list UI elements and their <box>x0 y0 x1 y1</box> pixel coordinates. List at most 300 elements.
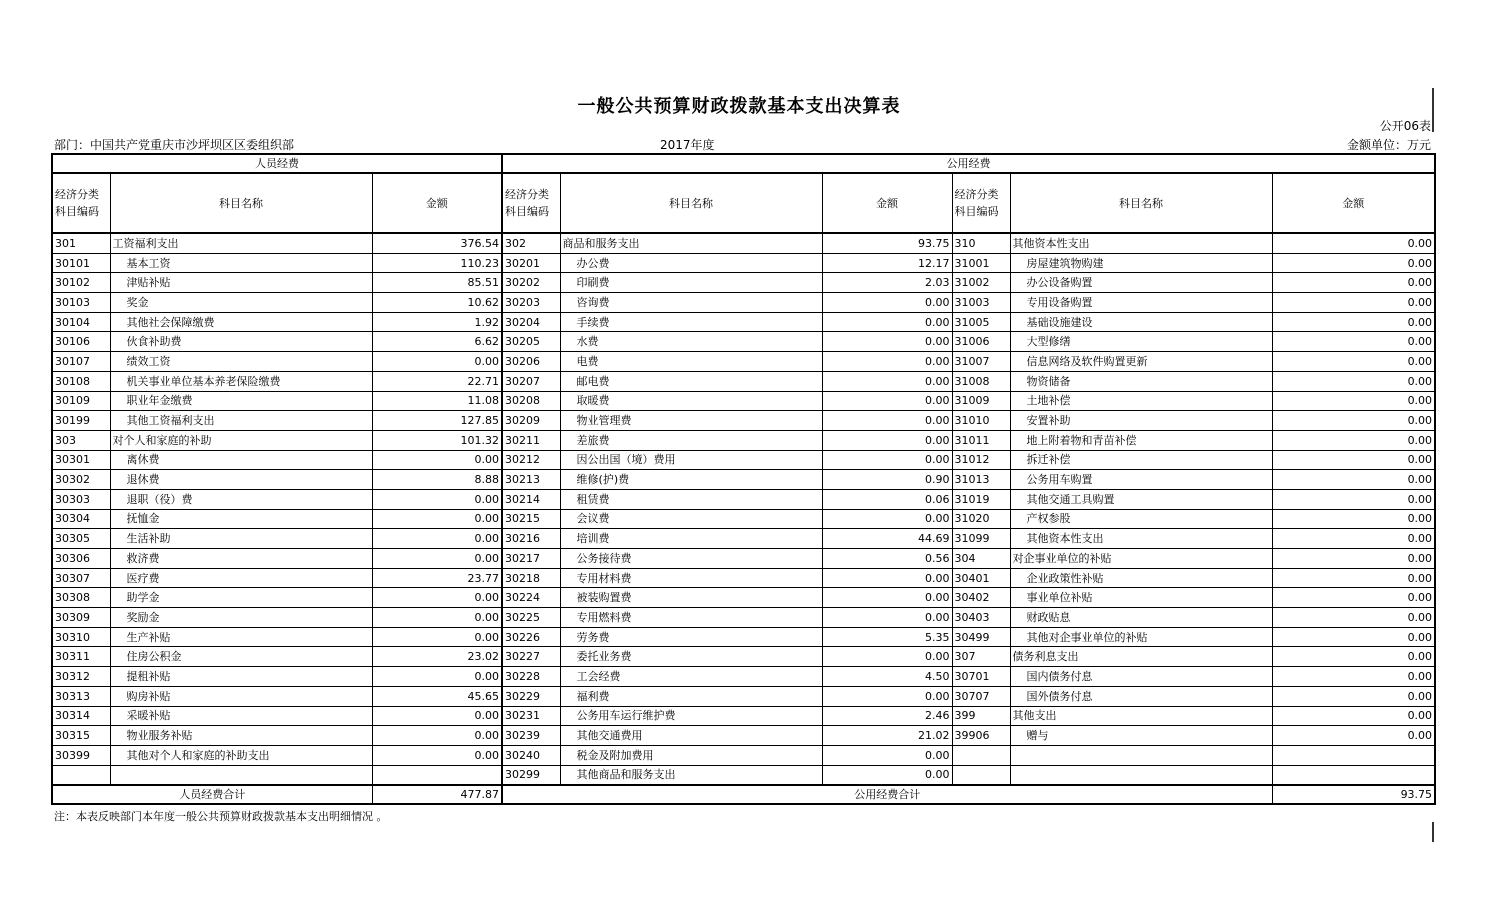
personnel-amount-cell: 0.00 <box>372 726 502 746</box>
capital-amount-cell: 0.00 <box>1272 686 1435 706</box>
public-amount-cell: 2.46 <box>822 706 952 726</box>
table-row <box>52 253 1435 273</box>
table-row <box>52 411 1435 431</box>
personnel-name-cell: 医疗费 <box>110 568 372 588</box>
table-row <box>52 726 1435 746</box>
personnel-amount-cell: 1.92 <box>372 312 502 332</box>
public-amount-cell: 0.90 <box>822 470 952 490</box>
table-row <box>52 706 1435 726</box>
public-name-cell: 邮电费 <box>560 371 822 391</box>
capital-name-cell: 安置补助 <box>1010 411 1272 431</box>
capital-code-cell: 31009 <box>952 391 1010 411</box>
public-code-cell: 30208 <box>502 391 560 411</box>
capital-name-cell: 对企事业单位的补贴 <box>1010 549 1272 569</box>
page-title: 一般公共预算财政拨款基本支出决算表 <box>577 96 901 117</box>
table-row <box>52 332 1435 352</box>
personnel-amount-cell: 10.62 <box>372 293 502 313</box>
public-code-cell: 30212 <box>502 450 560 470</box>
personnel-code-cell: 30309 <box>52 608 110 628</box>
public-name-cell: 物业管理费 <box>560 411 822 431</box>
public-amount-cell: 0.00 <box>822 430 952 450</box>
personnel-amount-cell: 127.85 <box>372 411 502 431</box>
public-code-cell: 30209 <box>502 411 560 431</box>
public-code-cell: 30211 <box>502 430 560 450</box>
public-code-cell: 30227 <box>502 647 560 667</box>
public-code-cell: 30225 <box>502 608 560 628</box>
public-code-cell: 30240 <box>502 745 560 765</box>
personnel-code-cell: 30314 <box>52 706 110 726</box>
personnel-amount-cell: 0.00 <box>372 549 502 569</box>
personnel-amount-cell <box>372 765 502 785</box>
capital-amount-cell: 0.00 <box>1272 489 1435 509</box>
personnel-code-cell: 30306 <box>52 549 110 569</box>
col-code-line1: 经济分类 <box>55 188 99 201</box>
personnel-code-cell: 30310 <box>52 627 110 647</box>
capital-amount-cell: 0.00 <box>1272 706 1435 726</box>
public-name-cell: 税金及附加费用 <box>560 745 822 765</box>
capital-name-cell: 房屋建筑物购建 <box>1010 253 1272 273</box>
table-row <box>52 745 1435 765</box>
public-amount-cell: 0.00 <box>822 411 952 431</box>
capital-name-cell: 地上附着物和青苗补偿 <box>1010 430 1272 450</box>
capital-amount-cell: 0.00 <box>1272 371 1435 391</box>
group-personnel: 人员经费 <box>52 154 502 173</box>
capital-code-cell: 30707 <box>952 686 1010 706</box>
personnel-name-cell: 其他社会保障缴费 <box>110 312 372 332</box>
personnel-name-cell: 奖金 <box>110 293 372 313</box>
public-name-cell: 公务接待费 <box>560 549 822 569</box>
public-amount-cell: 0.00 <box>822 745 952 765</box>
capital-code-cell: 30701 <box>952 667 1010 687</box>
personnel-name-cell: 助学金 <box>110 588 372 608</box>
capital-name-cell: 专用设备购置 <box>1010 293 1272 313</box>
capital-code-cell: 30403 <box>952 608 1010 628</box>
personnel-amount-cell: 0.00 <box>372 529 502 549</box>
personnel-code-cell: 30311 <box>52 647 110 667</box>
capital-name-cell: 其他资本性支出 <box>1010 529 1272 549</box>
table-row <box>52 312 1435 332</box>
public-name-cell: 差旅费 <box>560 430 822 450</box>
public-amount-cell: 0.00 <box>822 391 952 411</box>
table-row <box>52 765 1435 785</box>
personnel-amount-cell: 0.00 <box>372 489 502 509</box>
personnel-code-cell: 30302 <box>52 470 110 490</box>
personnel-name-cell: 物业服务补贴 <box>110 726 372 746</box>
capital-name-cell: 基础设施建设 <box>1010 312 1272 332</box>
public-name-cell: 会议费 <box>560 509 822 529</box>
public-name-cell: 被装购置费 <box>560 588 822 608</box>
personnel-name-cell: 伙食补助费 <box>110 332 372 352</box>
capital-code-cell: 307 <box>952 647 1010 667</box>
capital-code-cell: 31010 <box>952 411 1010 431</box>
public-code-cell: 30204 <box>502 312 560 332</box>
capital-amount-cell: 0.00 <box>1272 726 1435 746</box>
public-code-cell: 30207 <box>502 371 560 391</box>
margin-mark <box>1432 88 1434 132</box>
public-code-cell: 30299 <box>502 765 560 785</box>
public-amount-cell: 0.00 <box>822 608 952 628</box>
capital-code-cell: 30401 <box>952 568 1010 588</box>
public-name-cell: 印刷费 <box>560 273 822 293</box>
public-name-cell: 手续费 <box>560 312 822 332</box>
personnel-name-cell: 生活补助 <box>110 529 372 549</box>
capital-name-cell: 产权参股 <box>1010 509 1272 529</box>
personnel-name-cell: 对个人和家庭的补助 <box>110 430 372 450</box>
personnel-code-cell: 30106 <box>52 332 110 352</box>
capital-amount-cell: 0.00 <box>1272 627 1435 647</box>
personnel-amount-cell: 0.00 <box>372 588 502 608</box>
personnel-amount-cell: 22.71 <box>372 371 502 391</box>
capital-code-cell: 30499 <box>952 627 1010 647</box>
public-amount-cell: 0.00 <box>822 509 952 529</box>
public-name-cell: 委托业务费 <box>560 647 822 667</box>
col-amount-header: 金额 <box>372 173 502 233</box>
public-name-cell: 维修(护)费 <box>560 470 822 490</box>
capital-code-cell: 31005 <box>952 312 1010 332</box>
public-name-cell: 其他商品和服务支出 <box>560 765 822 785</box>
personnel-name-cell <box>110 765 372 785</box>
capital-name-cell: 事业单位补贴 <box>1010 588 1272 608</box>
capital-amount-cell: 0.00 <box>1272 253 1435 273</box>
public-code-cell: 302 <box>502 233 560 253</box>
personnel-amount-cell: 23.02 <box>372 647 502 667</box>
table-row <box>52 293 1435 313</box>
col-amount-header: 金额 <box>822 173 952 233</box>
capital-code-cell: 31008 <box>952 371 1010 391</box>
personnel-code-cell: 30109 <box>52 391 110 411</box>
public-code-cell: 30213 <box>502 470 560 490</box>
table-row <box>52 273 1435 293</box>
personnel-amount-cell: 8.88 <box>372 470 502 490</box>
public-name-cell: 电费 <box>560 352 822 372</box>
public-code-cell: 30229 <box>502 686 560 706</box>
public-name-cell: 福利费 <box>560 686 822 706</box>
capital-amount-cell: 0.00 <box>1272 608 1435 628</box>
public-code-cell: 30217 <box>502 549 560 569</box>
capital-name-cell: 信息网络及软件购置更新 <box>1010 352 1272 372</box>
personnel-name-cell: 机关事业单位基本养老保险缴费 <box>110 371 372 391</box>
capital-name-cell: 债务利息支出 <box>1010 647 1272 667</box>
table-row <box>52 470 1435 490</box>
capital-name-cell: 其他对企事业单位的补贴 <box>1010 627 1272 647</box>
public-amount-cell: 21.02 <box>822 726 952 746</box>
group-public: 公用经费 <box>502 154 1435 173</box>
capital-name-cell <box>1010 745 1272 765</box>
capital-code-cell: 310 <box>952 233 1010 253</box>
column-header-row <box>52 173 1435 233</box>
capital-amount-cell: 0.00 <box>1272 509 1435 529</box>
table-row <box>52 391 1435 411</box>
personnel-amount-cell: 11.08 <box>372 391 502 411</box>
personnel-name-cell: 绩效工资 <box>110 352 372 372</box>
capital-amount-cell: 0.00 <box>1272 647 1435 667</box>
public-amount-cell: 0.00 <box>822 588 952 608</box>
public-name-cell: 办公费 <box>560 253 822 273</box>
capital-amount-cell: 0.00 <box>1272 470 1435 490</box>
capital-amount-cell: 0.00 <box>1272 293 1435 313</box>
col-amount-header: 金额 <box>1272 173 1435 233</box>
personnel-code-cell: 30313 <box>52 686 110 706</box>
personnel-amount-cell: 0.00 <box>372 667 502 687</box>
public-amount-cell: 0.00 <box>822 352 952 372</box>
personnel-name-cell: 抚恤金 <box>110 509 372 529</box>
public-code-cell: 30206 <box>502 352 560 372</box>
capital-name-cell: 拆迁补偿 <box>1010 450 1272 470</box>
capital-amount-cell <box>1272 745 1435 765</box>
table-row <box>52 667 1435 687</box>
personnel-code-cell <box>52 765 110 785</box>
col-code-line2: 科目编码 <box>954 205 999 218</box>
capital-code-cell: 31002 <box>952 273 1010 293</box>
col-name-header: 科目名称 <box>110 173 372 233</box>
expenditure-table <box>51 153 1436 805</box>
col-code-header <box>502 173 560 233</box>
personnel-name-cell: 退职（役）费 <box>110 489 372 509</box>
personnel-amount-cell: 101.32 <box>372 430 502 450</box>
capital-amount-cell: 0.00 <box>1272 352 1435 372</box>
personnel-name-cell: 奖励金 <box>110 608 372 628</box>
personnel-name-cell: 生产补贴 <box>110 627 372 647</box>
table-row <box>52 233 1435 253</box>
table-row <box>52 450 1435 470</box>
table-row <box>52 608 1435 628</box>
public-amount-cell: 0.00 <box>822 312 952 332</box>
footnote: 注：本表反映部门本年度一般公共预算财政拨款基本支出明细情况 。 <box>54 810 388 823</box>
public-amount-cell: 0.00 <box>822 332 952 352</box>
margin-mark <box>1432 822 1434 842</box>
col-code-line2: 科目编码 <box>55 205 99 218</box>
personnel-code-cell: 30307 <box>52 568 110 588</box>
capital-code-cell: 31012 <box>952 450 1010 470</box>
public-amount-cell: 0.00 <box>822 568 952 588</box>
capital-amount-cell: 0.00 <box>1272 450 1435 470</box>
public-amount-cell: 5.35 <box>822 627 952 647</box>
public-amount-cell: 0.06 <box>822 489 952 509</box>
table-row <box>52 430 1435 450</box>
public-name-cell: 因公出国（境）费用 <box>560 450 822 470</box>
personnel-name-cell: 其他对个人和家庭的补助支出 <box>110 745 372 765</box>
capital-name-cell: 土地补偿 <box>1010 391 1272 411</box>
capital-amount-cell: 0.00 <box>1272 549 1435 569</box>
capital-name-cell: 国内债务付息 <box>1010 667 1272 687</box>
table-code: 公开06表 <box>1379 119 1431 133</box>
col-code-line1: 经济分类 <box>954 188 999 201</box>
public-name-cell: 咨询费 <box>560 293 822 313</box>
capital-amount-cell <box>1272 765 1435 785</box>
capital-code-cell: 31020 <box>952 509 1010 529</box>
capital-code-cell: 31001 <box>952 253 1010 273</box>
table-row <box>52 529 1435 549</box>
personnel-code-cell: 30304 <box>52 509 110 529</box>
public-amount-cell: 2.03 <box>822 273 952 293</box>
public-amount-cell: 0.00 <box>822 647 952 667</box>
personnel-code-cell: 30108 <box>52 371 110 391</box>
public-amount-cell: 0.00 <box>822 371 952 391</box>
capital-amount-cell: 0.00 <box>1272 233 1435 253</box>
table-row <box>52 509 1435 529</box>
capital-amount-cell: 0.00 <box>1272 312 1435 332</box>
table-row <box>52 568 1435 588</box>
personnel-code-cell: 301 <box>52 233 110 253</box>
capital-name-cell: 其他支出 <box>1010 706 1272 726</box>
col-code-header <box>952 173 1010 233</box>
personnel-amount-cell: 23.77 <box>372 568 502 588</box>
public-amount-cell: 0.00 <box>822 450 952 470</box>
capital-name-cell: 其他资本性支出 <box>1010 233 1272 253</box>
capital-amount-cell: 0.00 <box>1272 667 1435 687</box>
col-code-line1: 经济分类 <box>505 188 550 201</box>
personnel-amount-cell: 0.00 <box>372 450 502 470</box>
table-row <box>52 371 1435 391</box>
personnel-name-cell: 工资福利支出 <box>110 233 372 253</box>
department-label: 部门：中国共产党重庆市沙坪坝区区委组织部 <box>54 138 295 152</box>
personnel-code-cell: 30104 <box>52 312 110 332</box>
personnel-name-cell: 采暖补贴 <box>110 706 372 726</box>
capital-name-cell <box>1010 765 1272 785</box>
public-code-cell: 30228 <box>502 667 560 687</box>
public-name-cell: 其他交通费用 <box>560 726 822 746</box>
public-name-cell: 公务用车运行维护费 <box>560 706 822 726</box>
table-row <box>52 489 1435 509</box>
capital-code-cell: 31013 <box>952 470 1010 490</box>
table-row <box>52 352 1435 372</box>
col-code-line2: 科目编码 <box>505 205 550 218</box>
personnel-amount-cell: 110.23 <box>372 253 502 273</box>
personnel-code-cell: 30101 <box>52 253 110 273</box>
group-header-row <box>52 154 1435 173</box>
capital-name-cell: 大型修缮 <box>1010 332 1272 352</box>
personnel-name-cell: 离休费 <box>110 450 372 470</box>
totals-row <box>52 785 1435 804</box>
capital-amount-cell: 0.00 <box>1272 273 1435 293</box>
personnel-code-cell: 30399 <box>52 745 110 765</box>
personnel-amount-cell: 0.00 <box>372 608 502 628</box>
public-code-cell: 30215 <box>502 509 560 529</box>
capital-amount-cell: 0.00 <box>1272 391 1435 411</box>
personnel-amount-cell: 376.54 <box>372 233 502 253</box>
personnel-code-cell: 30312 <box>52 667 110 687</box>
personnel-code-cell: 30103 <box>52 293 110 313</box>
capital-code-cell: 31019 <box>952 489 1010 509</box>
capital-code-cell: 31006 <box>952 332 1010 352</box>
col-name-header: 科目名称 <box>560 173 822 233</box>
personnel-total-label: 人员经费合计 <box>52 785 372 804</box>
capital-name-cell: 物资储备 <box>1010 371 1272 391</box>
capital-code-cell: 399 <box>952 706 1010 726</box>
capital-code-cell: 30402 <box>952 588 1010 608</box>
public-amount-cell: 0.56 <box>822 549 952 569</box>
personnel-name-cell: 退休费 <box>110 470 372 490</box>
public-name-cell: 培训费 <box>560 529 822 549</box>
capital-code-cell: 31011 <box>952 430 1010 450</box>
table-row <box>52 627 1435 647</box>
personnel-name-cell: 津贴补贴 <box>110 273 372 293</box>
capital-name-cell: 办公设备购置 <box>1010 273 1272 293</box>
public-amount-cell: 4.50 <box>822 667 952 687</box>
capital-name-cell: 其他交通工具购置 <box>1010 489 1272 509</box>
public-code-cell: 30202 <box>502 273 560 293</box>
personnel-name-cell: 救济费 <box>110 549 372 569</box>
public-name-cell: 取暖费 <box>560 391 822 411</box>
capital-amount-cell: 0.00 <box>1272 568 1435 588</box>
capital-code-cell <box>952 765 1010 785</box>
personnel-code-cell: 30107 <box>52 352 110 372</box>
public-total-amount: 93.75 <box>1272 785 1435 804</box>
public-amount-cell: 0.00 <box>822 293 952 313</box>
personnel-amount-cell: 85.51 <box>372 273 502 293</box>
personnel-code-cell: 30301 <box>52 450 110 470</box>
public-amount-cell: 12.17 <box>822 253 952 273</box>
personnel-code-cell: 30199 <box>52 411 110 431</box>
personnel-name-cell: 购房补贴 <box>110 686 372 706</box>
public-name-cell: 工会经费 <box>560 667 822 687</box>
table-row <box>52 549 1435 569</box>
personnel-name-cell: 职业年金缴费 <box>110 391 372 411</box>
personnel-amount-cell: 0.00 <box>372 509 502 529</box>
public-name-cell: 商品和服务支出 <box>560 233 822 253</box>
public-name-cell: 专用材料费 <box>560 568 822 588</box>
public-total-label: 公用经费合计 <box>502 785 1272 804</box>
personnel-amount-cell: 0.00 <box>372 706 502 726</box>
public-code-cell: 30231 <box>502 706 560 726</box>
personnel-code-cell: 30102 <box>52 273 110 293</box>
public-amount-cell: 0.00 <box>822 765 952 785</box>
capital-amount-cell: 0.00 <box>1272 430 1435 450</box>
personnel-code-cell: 303 <box>52 430 110 450</box>
public-code-cell: 30218 <box>502 568 560 588</box>
capital-code-cell: 31099 <box>952 529 1010 549</box>
capital-code-cell: 304 <box>952 549 1010 569</box>
public-code-cell: 30239 <box>502 726 560 746</box>
capital-code-cell: 39906 <box>952 726 1010 746</box>
capital-amount-cell: 0.00 <box>1272 411 1435 431</box>
public-code-cell: 30201 <box>502 253 560 273</box>
capital-name-cell: 公务用车购置 <box>1010 470 1272 490</box>
personnel-name-cell: 其他工资福利支出 <box>110 411 372 431</box>
capital-name-cell: 企业政策性补贴 <box>1010 568 1272 588</box>
capital-amount-cell: 0.00 <box>1272 588 1435 608</box>
table-row <box>52 686 1435 706</box>
col-name-header: 科目名称 <box>1010 173 1272 233</box>
public-code-cell: 30205 <box>502 332 560 352</box>
capital-name-cell: 赠与 <box>1010 726 1272 746</box>
public-amount-cell: 93.75 <box>822 233 952 253</box>
capital-name-cell: 财政贴息 <box>1010 608 1272 628</box>
public-code-cell: 30226 <box>502 627 560 647</box>
personnel-code-cell: 30315 <box>52 726 110 746</box>
capital-name-cell: 国外债务付息 <box>1010 686 1272 706</box>
public-amount-cell: 0.00 <box>822 686 952 706</box>
personnel-amount-cell: 0.00 <box>372 352 502 372</box>
personnel-total-amount: 477.87 <box>372 785 502 804</box>
public-name-cell: 租赁费 <box>560 489 822 509</box>
public-name-cell: 劳务费 <box>560 627 822 647</box>
personnel-code-cell: 30303 <box>52 489 110 509</box>
personnel-code-cell: 30308 <box>52 588 110 608</box>
capital-amount-cell: 0.00 <box>1272 529 1435 549</box>
capital-code-cell: 31003 <box>952 293 1010 313</box>
public-code-cell: 30214 <box>502 489 560 509</box>
personnel-name-cell: 提租补贴 <box>110 667 372 687</box>
table-row <box>52 647 1435 667</box>
amount-unit: 金额单位：万元 <box>1346 138 1431 152</box>
table-row <box>52 588 1435 608</box>
public-amount-cell: 44.69 <box>822 529 952 549</box>
capital-code-cell <box>952 745 1010 765</box>
public-name-cell: 水费 <box>560 332 822 352</box>
fiscal-year: 2017年度 <box>660 138 715 152</box>
personnel-code-cell: 30305 <box>52 529 110 549</box>
